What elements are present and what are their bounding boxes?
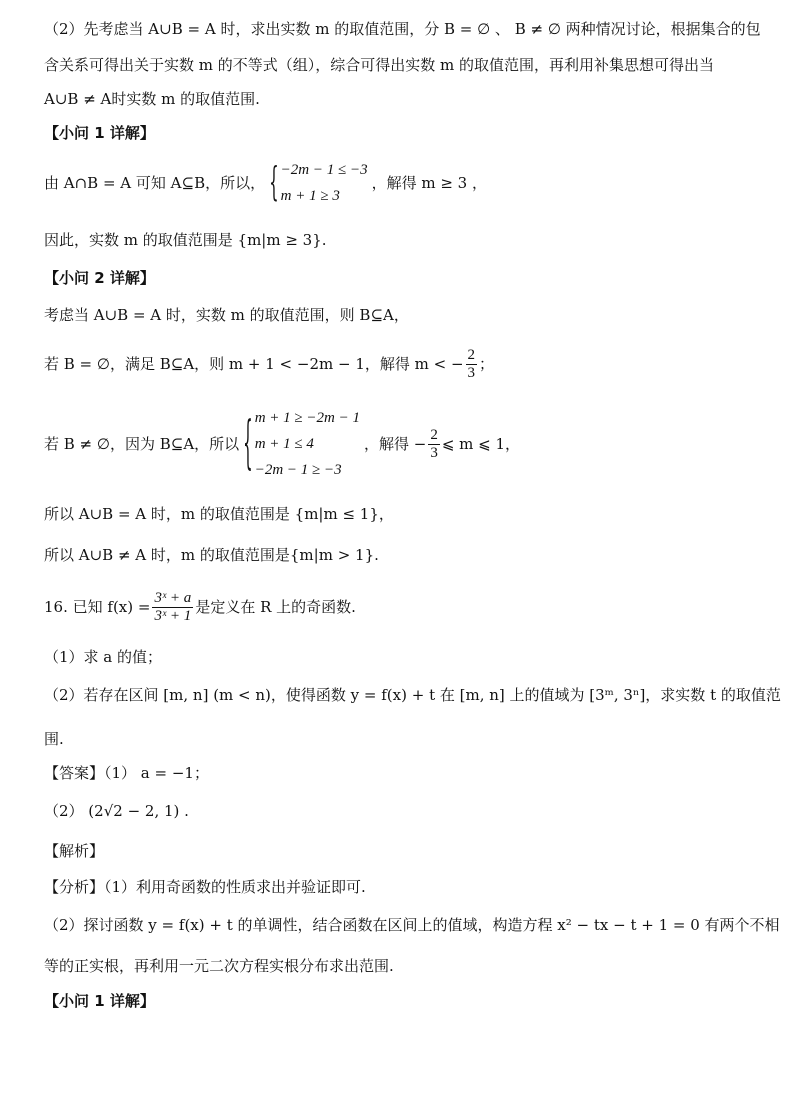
text-line: 围. [44,730,64,748]
solution-line [44,404,764,484]
fraction-denominator: 3ˣ + 1 [154,607,192,624]
section-header: 【解析】 [44,842,105,860]
inequality: m + 1 ≥ 3 [280,188,340,204]
solution-text: 若 B = ∅，满足 B⊆A，则 m + 1 < −2m − 1，解得 m < − [44,355,464,373]
text-line: （1）求 a 的值； [44,648,163,666]
inequality: m + 1 ≥ −2m − 1 [254,410,360,426]
question-text: 是定义在 R 上的奇函数. [195,598,356,616]
section-header: 【小问 2 详解】 [44,269,155,287]
section-header: 【小问 1 详解】 [44,124,155,142]
question-line [44,584,764,630]
solution-text: ，解得 − [363,435,427,453]
fraction-numerator: 2 [430,426,438,443]
inequality: −2m − 1 ≥ −3 [254,462,342,478]
solution-text: 若 B ≠ ∅，因为 B⊆A，所以 [44,435,240,453]
inequality: m + 1 ≤ 4 [254,436,314,452]
solution-line [44,342,764,386]
brace-icon: { [269,158,279,206]
answer-line: （2） (2√2 − 2, 1) . [44,802,189,820]
inequality: −2m − 1 ≤ −3 [280,162,368,178]
fraction-numerator: 3ˣ + a [154,589,192,606]
fraction-denominator: 3 [467,364,476,381]
answer-line: 【答案】（1） a = −1； [44,764,209,782]
text-line: （2）若存在区间 [m, n] (m < n)，使得函数 y = f(x) + t 在 [m, n] 上的值域为 [3ᵐ, 3ⁿ]，求实数 t 的取值范 [44,686,781,704]
fraction [152,590,193,625]
text-line: （2）探讨函数 y = f(x) + t 的单调性，结合函数在区间上的值域，构造方程 x² − tx − t + 1 = 0 有两个不相 [44,916,780,934]
text-line: （2）先考虑当 A∪B = A 时，求出实数 m 的取值范围，分 B = ∅ 、 B ≠ ∅ 两种情况讨论，根据集合的包 [44,20,761,38]
inequality-system [269,157,367,209]
text-line: A∪B ≠ A时实数 m 的取值范围. [44,90,260,108]
text-line: 所以 A∪B ≠ A 时，m 的取值范围是{m|m > 1}. [44,546,379,564]
text-line: 等的正实根，再利用一元二次方程实根分布求出范围. [44,957,394,975]
text-line: 含关系可得出关于实数 m 的不等式（组），综合可得出实数 m 的取值范围，再利用补集思想可得出当 [44,56,715,74]
solution-text: 由 A∩B = A 可知 A⊆B，所以， [44,174,266,192]
fraction [428,427,440,462]
solution-text: ； [479,355,495,373]
inequality-system [243,405,360,483]
fraction [466,347,478,382]
text-line: 考虑当 A∪B = A 时，实数 m 的取值范围，则 B⊆A， [44,306,409,324]
brace-icon: { [243,407,253,477]
fraction-numerator: 2 [467,346,476,363]
solution-line [44,158,764,208]
text-line: 所以 A∪B = A 时，m 的取值范围是 {m|m ≤ 1}， [44,505,394,523]
solution-text: ，解得 m ≥ 3 ， [371,174,487,192]
fraction-denominator: 3 [430,444,438,461]
question-text: 16. 已知 f(x) = [44,598,151,616]
solution-text: ⩽ m ⩽ 1， [441,435,521,453]
section-header: 【小问 1 详解】 [44,992,155,1010]
text-line: 因此，实数 m 的取值范围是 {m|m ≥ 3}. [44,231,327,249]
text-line: 【分析】（1）利用奇函数的性质求出并验证即可. [44,878,366,896]
